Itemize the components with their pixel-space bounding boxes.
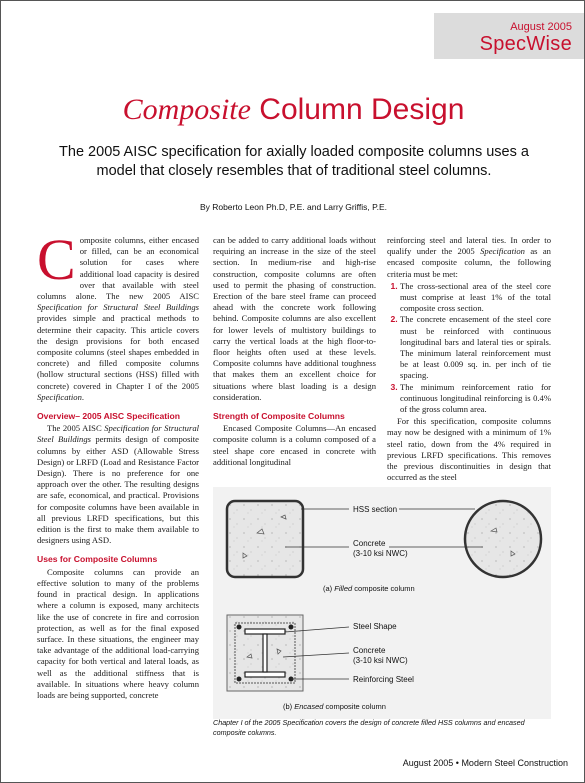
col3-text: reinforcing steel and lateral ties. In order to qualify under the 2005 [387, 235, 551, 257]
footer-publication: Modern Steel Construction [461, 758, 568, 768]
column-1 [37, 227, 200, 701]
steel-shape-label: Steel Shape [353, 622, 397, 631]
title-rest: Column Design [250, 93, 465, 126]
footer-bullet: • [455, 758, 459, 768]
composite-column-figure [213, 487, 551, 719]
criteria-list [387, 281, 551, 415]
intro-spec: Specification for Structural Steel Buildings [37, 302, 199, 313]
byline: By Roberto Leon Ph.D, P.E. and Larry Griffis, P.E. [199, 202, 388, 212]
encased-column-section [227, 615, 303, 691]
drop-cap: C [37, 227, 76, 292]
intro-text-b: provides simple and practical methods to determine their capacity. This article covers the design provisions for both encased composite columns (steel shapes embedded in concrete) and filled composite columns (hollow structural sections (HSS) filled with concrete) covered in Chapter I of the 2005 [37, 313, 199, 391]
figure-caption: Chapter I of the 2005 Specification covers the design of concrete filled HSS columns and encased composite columns. [213, 718, 525, 737]
filled-round-hss [465, 501, 541, 577]
concrete-label-b: Concrete [353, 646, 386, 655]
masthead-title: SpecWise [479, 33, 572, 55]
hss-section-label: HSS section [353, 505, 398, 514]
uses-paragraph: Composite columns can provide an effective solution to many of the problems found in practical design. In applications where a column is exposed, many architects like the use of concrete in fire and corrosion protection, as well as for the final exposed surface. In these situations, the engineer may take advantage of the additional load-carrying capacity for both vertical and lateral loads, as well as the additional stiffness that is available. In situations where heavy column loads are being supported, concrete [37, 566, 199, 700]
article-title [1, 93, 585, 127]
article-subtitle: The 2005 AISC specification for axially loaded composite columns uses a model that closely resembles that of traditional steel columns. [59, 144, 529, 179]
heading-strength: Strength of Composite Columns [213, 411, 345, 422]
intro-paragraph [37, 227, 199, 403]
heading-uses: Uses for Composite Columns [37, 554, 158, 565]
concrete-strength-a: (3-10 ksi NWC) [353, 549, 408, 558]
column-2 [213, 235, 376, 468]
footer-date: August 2005 [402, 758, 454, 768]
overview-text: The 2005 AISC [47, 423, 105, 434]
intro-text-c: . [81, 391, 85, 402]
figure-caption-b: (b) Encased composite column [283, 702, 386, 711]
col3-text-b: as an encased composite column, the following criteria must be met: [387, 246, 551, 279]
concrete-label-a: Concrete [353, 539, 386, 548]
figure-caption-a: (a) Filled composite column [323, 584, 415, 593]
title-italic: Composite [122, 93, 251, 126]
criteria-item: 1. The cross-sectional area of the steel core must comprise at least 1% of the total composite cross section. [400, 281, 551, 315]
col3-paragraph-2: For this specification, composite columns may now be designed with a minimum of 1% steel ratio, down from the 4% required in previous LRFD specifications. This removes the previous discontinuities in design that occurred as the steel [387, 416, 551, 483]
reinforcing-steel-label: Reinforcing Steel [353, 675, 414, 684]
overview-paragraph [37, 423, 199, 546]
filled-square-hss [227, 501, 303, 577]
col3-spec: Specification [480, 246, 525, 257]
col2-paragraph-2: Encased Composite Columns—An encased composite column is a column composed of a steel shape core encased in concrete with additional longitudinal [213, 423, 376, 467]
page-footer [403, 758, 568, 768]
masthead [434, 13, 584, 59]
overview-spec: Specification for Structural Steel Buildings [37, 423, 200, 445]
column-3 [387, 235, 551, 483]
concrete-strength-b: (3-10 ksi NWC) [353, 656, 408, 665]
intro-spec-2: Specification [37, 391, 82, 402]
criteria-item: 3. The minimum reinforcement ratio for continuous longitudinal reinforcing is 0.4% of the gross column area. [400, 382, 551, 416]
intro-text: omposite columns, either encased or filled, can be an economical solution for cases where additional load capacity is desired over that available with steel columns alone. The new 2005 AISC [37, 235, 199, 302]
col2-paragraph-1: can be added to carry additional loads without requiring an increase in the size of the steel section. In medium-rise and high-rise construction, composite columns are often used to permit the phasing of construction. Erection of the bare steel frame can proceed ahead with the concrete work following behind. Composite columns are also excellent for lower levels of multistory buildings to carry the vertical loads at the high floor-to-floor heights often used at these levels. Composite columns have additional toughness that makes them an excellent choice for situations where blast loading is a design consideration. [213, 235, 376, 402]
criteria-item: 2. The concrete encasement of the steel core must be reinforced with continuous longitudinal bars and lateral ties or spirals. The minimum lateral reinforcement must be at least 0.009 sq. in. per inch of tie spacing. [400, 314, 551, 381]
col3-paragraph-1 [387, 235, 551, 280]
masthead-date: August 2005 [510, 21, 572, 33]
overview-text-b: permits design of composite columns by either ASD (Allowable Stress Design) or LRFD (Load and Resistance Factor Design). There is no preference for one approach over the other. The resulting designs are safe, economical, and practical. Provisions for composite columns have been available in all previous LRFD specifications, but this edition is the first to make them available to designers using ASD. [37, 434, 199, 546]
heading-overview: Overview– 2005 AISC Specification [37, 411, 180, 422]
